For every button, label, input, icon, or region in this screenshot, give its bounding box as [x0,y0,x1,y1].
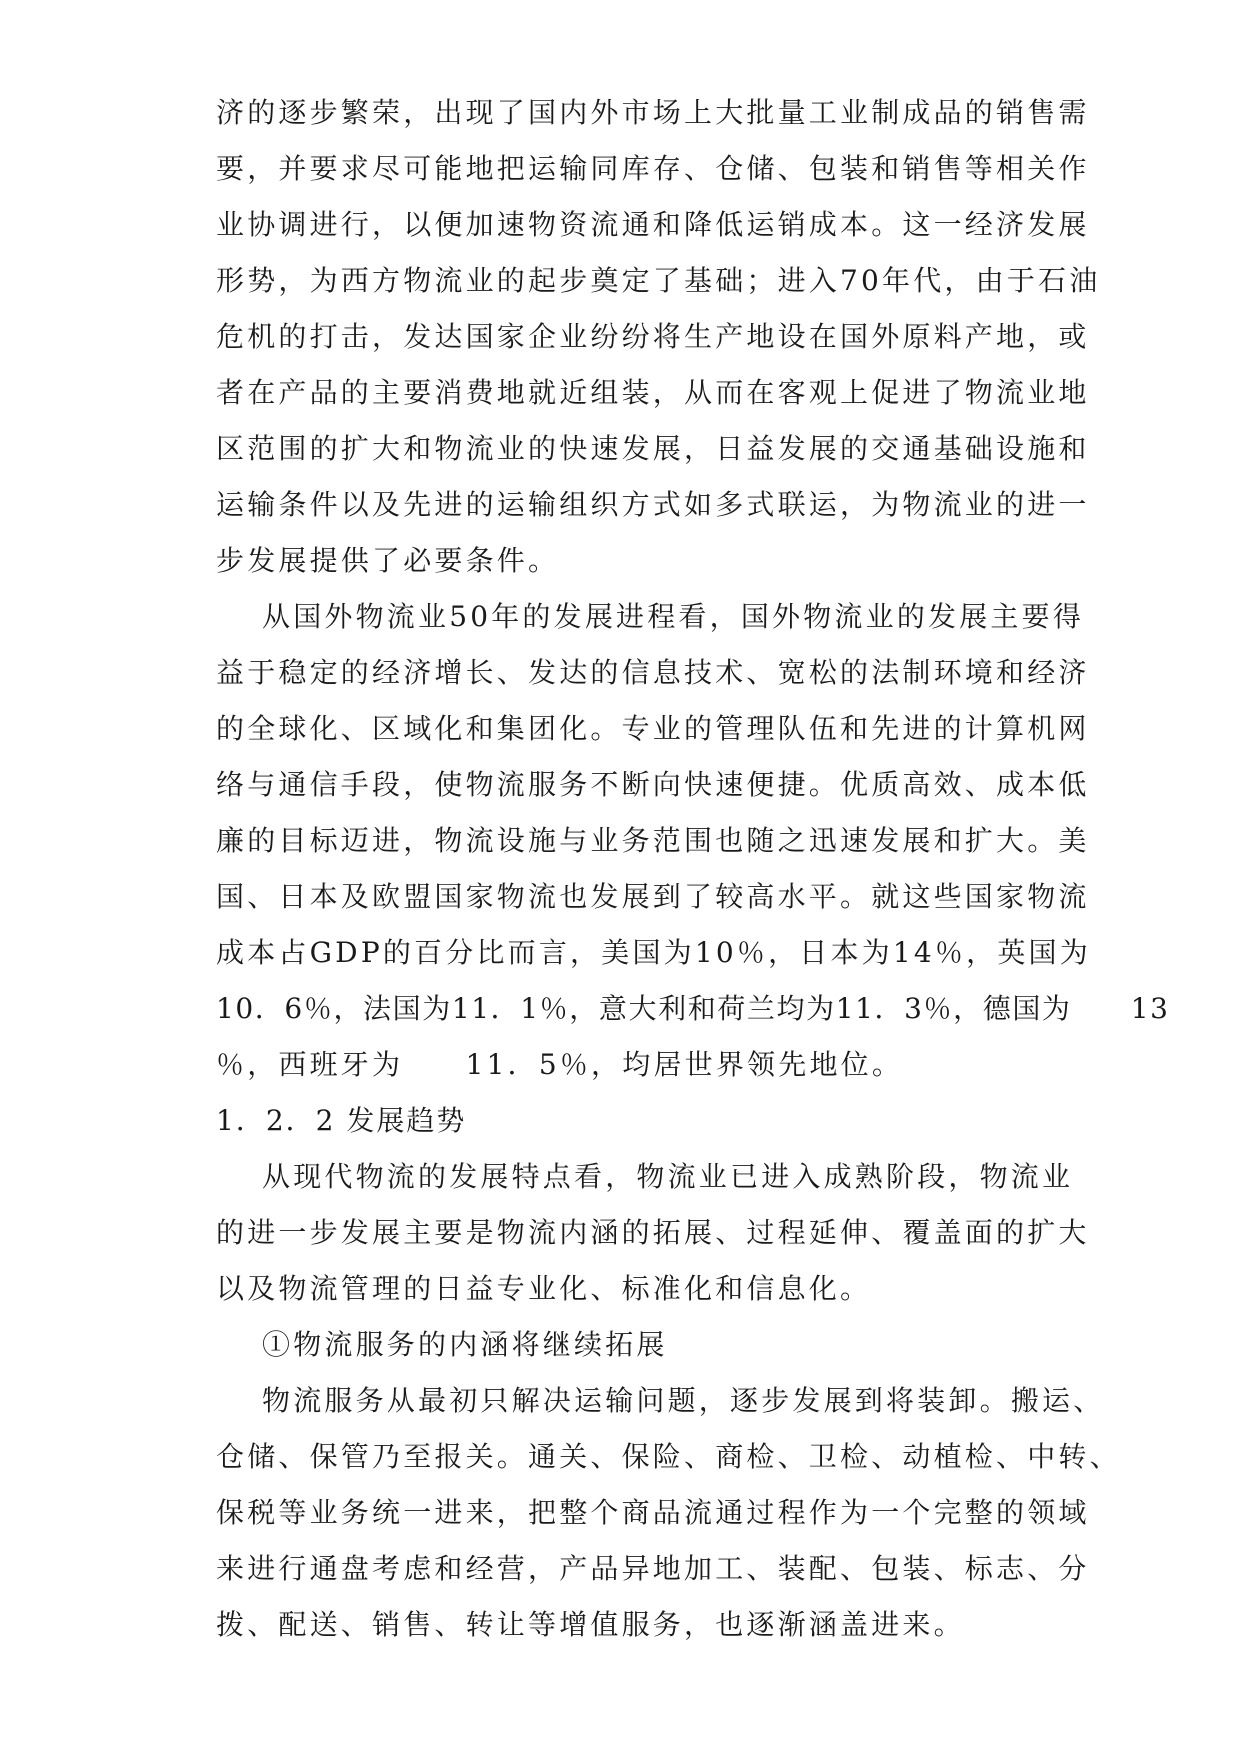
paragraph-line: 物流服务从最初只解决运输问题，逐步发展到将装卸。搬运、 [262,1384,1105,1417]
paragraph-line: ％，西班牙为 11．5％，均居世界领先地位。 [216,1048,904,1081]
subsection-heading: ①物流服务的内涵将继续拓展 [262,1328,668,1361]
paragraph-line: 形势，为西方物流业的起步奠定了基础；进入70年代，由于石油 [216,264,1101,297]
paragraph-line: 区范围的扩大和物流业的快速发展，日益发展的交通基础设施和 [216,432,1090,465]
paragraph-line: 济的逐步繁荣，出现了国内外市场上大批量工业制成品的销售需 [216,96,1090,129]
paragraph-line: 拨、配送、销售、转让等增值服务，也逐渐涵盖进来。 [216,1608,965,1641]
paragraph-line: 成本占GDP的百分比而言，美国为10％，日本为14％，英国为 [216,936,1091,969]
paragraph-line: 的全球化、区域化和集团化。专业的管理队伍和先进的计算机网 [216,712,1090,745]
paragraph-line: 10．6％，法国为11．1％，意大利和荷兰均为11．3％，德国为 13 [216,992,1170,1025]
paragraph-line: 益于稳定的经济增长、发达的信息技术、宽松的法制环境和经济 [216,656,1090,689]
section-heading: 1．2．2 发展趋势 [216,1104,467,1137]
paragraph-line: 的进一步发展主要是物流内涵的拓展、过程延伸、覆盖面的扩大 [216,1216,1090,1249]
paragraph-line: 者在产品的主要消费地就近组装，从而在客观上促进了物流业地 [216,376,1090,409]
paragraph-line: 危机的打击，发达国家企业纷纷将生产地设在国外原料产地，或 [216,320,1090,353]
paragraph-line: 步发展提供了必要条件。 [216,544,560,577]
paragraph-line: 运输条件以及先进的运输组织方式如多式联运，为物流业的进一 [216,488,1090,521]
paragraph-line: 络与通信手段，使物流服务不断向快速便捷。优质高效、成本低 [216,768,1090,801]
paragraph-line: 廉的目标迈进，物流设施与业务范围也随之迅速发展和扩大。美 [216,824,1090,857]
paragraph-line: 来进行通盘考虑和经营，产品异地加工、装配、包装、标志、分 [216,1552,1090,1585]
paragraph-line: 国、日本及欧盟国家物流也发展到了较高水平。就这些国家物流 [216,880,1090,913]
paragraph-line: 业协调进行，以便加速物资流通和降低运销成本。这一经济发展 [216,208,1090,241]
paragraph-line: 从国外物流业50年的发展进程看，国外物流业的发展主要得 [262,600,1085,633]
paragraph-line: 以及物流管理的日益专业化、标准化和信息化。 [216,1272,872,1305]
paragraph-line: 从现代物流的发展特点看，物流业已进入成熟阶段，物流业 [262,1160,1074,1193]
paragraph-line: 要，并要求尽可能地把运输同库存、仓储、包装和销售等相关作 [216,152,1090,185]
paragraph-line: 仓储、保管乃至报关。通关、保险、商检、卫检、动植检、中转、 [216,1440,1121,1473]
paragraph-line: 保税等业务统一进来，把整个商品流通过程作为一个完整的领域 [216,1496,1090,1529]
